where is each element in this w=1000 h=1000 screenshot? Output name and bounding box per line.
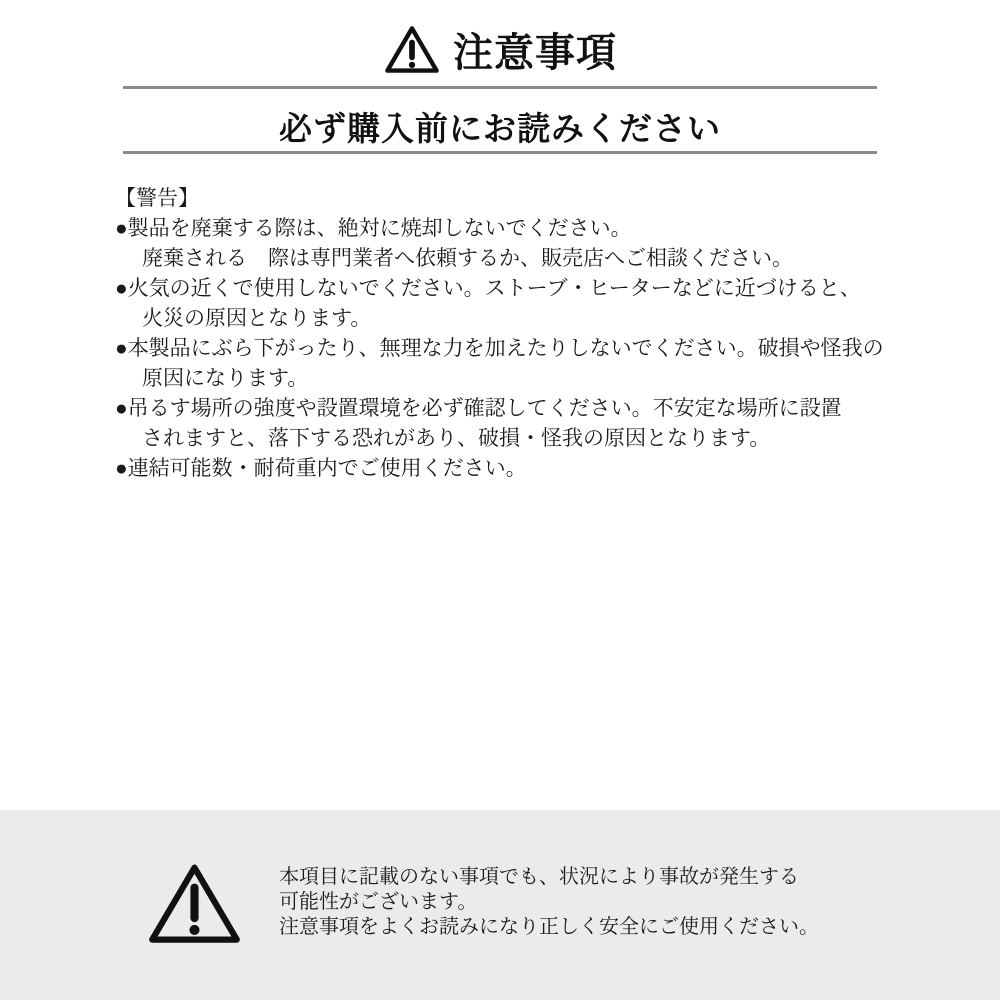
footer-notice bbox=[0, 810, 1000, 1000]
footer-line: 注意事項をよくお読みになり正しく安全にご使用ください。 bbox=[279, 916, 819, 938]
warning-triangle-icon bbox=[145, 861, 244, 947]
warning-line: ●火気の近くで使用しないでください。ストーブ・ヒーターなどに近づけると、 bbox=[115, 277, 861, 300]
page-title: 注意事項 bbox=[453, 30, 617, 75]
warning-line: 火災の原因となります。 bbox=[142, 307, 372, 330]
divider-bottom bbox=[123, 151, 877, 154]
divider-top bbox=[123, 86, 877, 89]
warning-line: ●連結可能数・耐荷重内でご使用ください。 bbox=[115, 457, 527, 480]
warning-line: されますと、落下する恐れがあり、破損・怪我の原因となります。 bbox=[142, 427, 771, 450]
warning-line: ●製品を廃棄する際は、絶対に焼却しないでください。 bbox=[115, 217, 632, 240]
warning-line: 廃棄される 際は専門業者へ依頼するか、販売店へご相談ください。 bbox=[142, 247, 793, 270]
warning-triangle-icon bbox=[383, 24, 441, 75]
footer-line: 可能性がございます。 bbox=[279, 891, 478, 913]
warning-line: ●吊るす場所の強度や設置環境を必ず確認してください。不安定な場所に設置 bbox=[115, 397, 842, 420]
footer-line: 本項目に記載のない事項でも、状況により事故が発生する bbox=[279, 866, 799, 888]
warning-list bbox=[115, 184, 887, 484]
footer-text bbox=[279, 865, 819, 940]
subtitle: 必ず購入前にお読みください bbox=[279, 109, 721, 147]
warning-line: ●本製品にぶら下がったり、無理な力を加えたりしないでください。破損や怪我の bbox=[115, 337, 884, 360]
warning-line: 原因になります。 bbox=[142, 367, 309, 390]
page-header bbox=[0, 20, 1000, 78]
warning-heading: 【警告】 bbox=[115, 187, 199, 210]
